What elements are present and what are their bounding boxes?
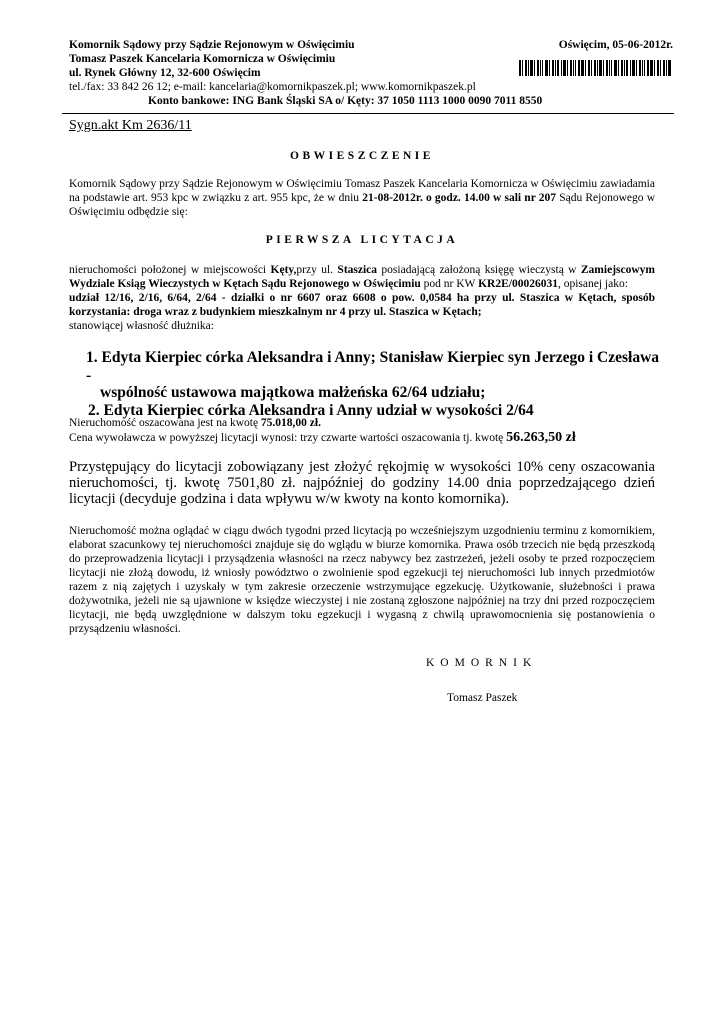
valuation-line [69,416,655,430]
auction-title: PIERWSZA LICYTACJA [265,234,459,246]
starting-price-amount: 56.263,50 zł [506,430,576,445]
bank-account: Konto bankowe: ING Bank Śląski SA o/ Kęty: 37 1050 1113 1000 0090 7011 8550 [148,95,543,107]
signature-name: Tomasz Paszek [447,692,518,704]
intro-text-1: Komornik Sądowy przy Sądzie Rejonowym w Oświęcimiu Tomasz Paszek Kancelaria Komornicza w Oświęcimiu zawiadamia na podstawie art. 953 kpc w związku z art. 955 kpc, że w dniu [69,178,655,204]
barcode-image [519,60,671,80]
land-registry-court: Zamiejscowym Wydziale Ksiąg Wieczystych w Kętach Sądu Rejonowego w Oświęcimiu [69,264,655,290]
property-street: Staszica [337,264,378,276]
valuation-amount: 75.018,00 zł. [260,417,321,429]
intro-paragraph [69,177,655,219]
property-town: Kęty, [270,264,297,276]
property-text-4: pod nr KW [420,278,479,290]
starting-price-text: Cena wywoławcza w powyższej licytacji wynosi: trzy czwarte wartości oszacowania tj. kwotę [69,432,507,444]
owner-intro: stanowiącej własność dłużnika: [69,320,214,332]
valuation-text: Nieruchomość oszacowana jest na kwotę [69,417,261,429]
terms-paragraph: Nieruchomość można oglądać w ciągu dwóch tygodni przed licytacją po wcześniejszym uzgodnieniu terminu z komornikiem, elaborat szacunkowy tej nieruchomości znajduje się do wglądu w biurze komornika. Prawa osób trzecich nie będą przeszkodą do przeprowadzenia licytacji i przysądzenia własności na rzecz nabywcy bez zastrzeżeń, jeżeli osoby te przed rozpoczęciem licytacji nie złożą dowodu, iż wniosły powództwo o zwolnienie spod egzekucji tej nieruchomości lub innych przedmiotów razem z nią zajętych i uzyskały w tym zakresie orzeczenie wstrzymujące egzekucję. Użytkowanie, służebności i prawa dożywotnika, jeżeli nie są ujawnione w księdze wieczystej i nie zostaną zgłoszone najpóźniej na trzy dni przed rozpoczęciem licytacji, nie będą uwzględnione w dalszym toku egzekucji i wygasną z chwilą uprawomocnienia się postanowienia o przysądzeniu własności. [69,525,655,635]
office-address: ul. Rynek Główny 12, 32-600 Oświęcim [69,67,261,79]
notice-title: OBWIESZCZENIE [290,150,434,162]
intro-text-2: Sądu Rejonowego w Oświęcimiu odbędzie się: [69,192,655,218]
office-line-1: Komornik Sądowy przy Sądzie Rejonowym w Oświęcimiu [69,39,355,51]
debtor-list [86,349,666,419]
starting-price-line [69,430,655,446]
case-reference: Sygn.akt Km 2636/11 [69,118,192,133]
property-text-2: przy ul. [296,264,338,276]
land-registry-number: KR2E/00026031 [478,278,558,290]
letterhead [69,38,673,108]
auction-date-time: 21-08-2012r. o godz. 14.00 w sali nr 207 [362,192,557,204]
office-line-2: Tomasz Paszek Kancelaria Komornicza w Oświęcimiu [69,53,336,65]
property-text-5: , opisanej jako: [557,278,628,290]
debtor-item-2: 2. Edyta Kierpiec córka Aleksandra i Anny udział w wysokości 2/64 [88,401,534,419]
deposit-paragraph: Przystępujący do licytacji zobowiązany jest złożyć rękojmię w wysokości 10% ceny oszacowania nieruchomości, tj. kwotę 7501,80 zł. najpóźniej do godziny 14.00 dnia poprzedzającego dzień licytacji (decyduje godzina i data wpływu w/w kwoty na konto komornika). [69,459,655,507]
property-paragraph [69,263,655,333]
property-text-1: nieruchomości położonej w miejscowości [69,264,271,276]
header-divider [62,113,674,114]
property-description: udział 12/16, 2/16, 6/64, 2/64 - działki o nr 6607 oraz 6608 o pow. 0,0584 ha przy ul. Staszica w Kętach, sposób korzystania: droga wraz z budynkiem mieszkalnym nr 4 przy ul. Staszica w Kętach; [69,292,655,318]
office-contact: tel./fax: 33 842 26 12; e-mail: kancelaria@komornikpaszek.pl; www.komornikpaszek.pl [69,81,476,93]
debtor-item-1: 1. Edyta Kierpiec córka Aleksandra i Anny; Stanisław Kierpiec syn Jerzego i Czesława - [86,349,660,384]
document-date: Oświęcim, 05-06-2012r. [558,39,673,51]
property-text-3: posiadającą założoną księgę wieczystą w [377,264,581,276]
debtor-item-1-share: wspólność ustawowa majątkowa małżeńska 62/64 udziału; [100,384,486,401]
signature-role: KOMORNIK [426,657,538,669]
